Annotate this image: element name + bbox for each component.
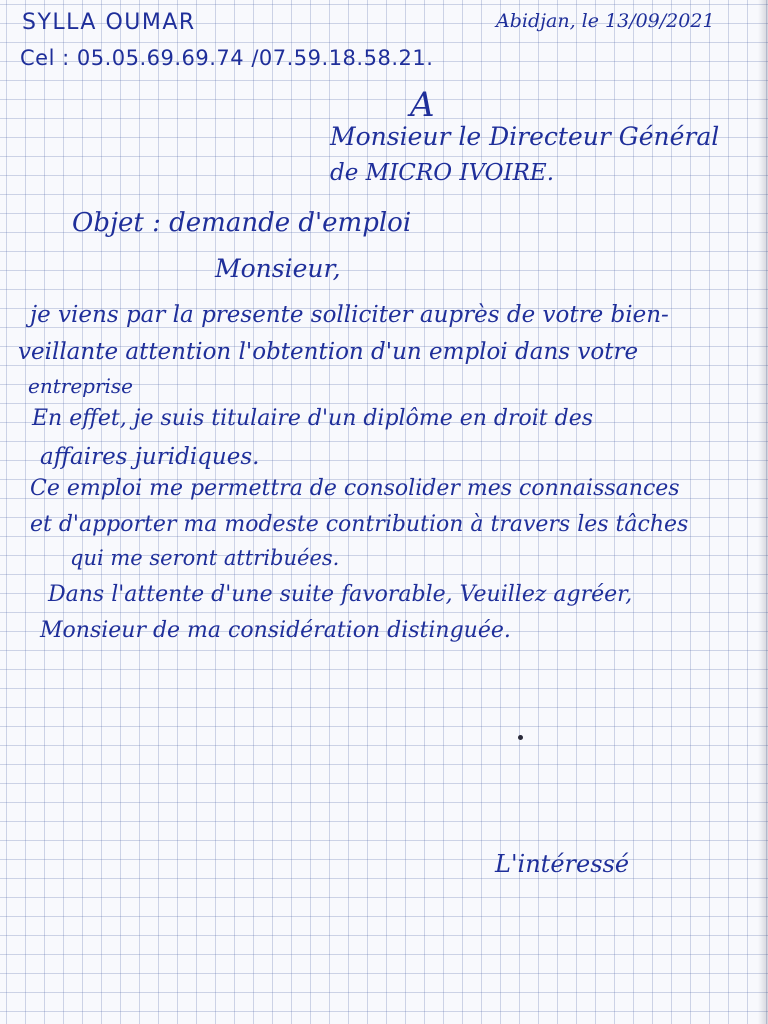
sender-name: SYLLA OUMAR (22, 10, 196, 35)
body-line: veillante attention l'obtention d'un emploi dans votre (18, 339, 639, 365)
sender-phone: Cel : 05.05.69.69.74 /07.59.18.58.21. (20, 46, 434, 70)
body-line: qui me seront attribuées. (70, 546, 340, 570)
body-line: Dans l'attente d'une suite favorable, Veuillez agréer, (48, 582, 633, 607)
signature: L'intéressé (495, 850, 630, 878)
body-line: je viens par la presente solliciter auprès de votre bien- (30, 302, 669, 328)
recipient-line-2: de MICRO IVOIRE. (330, 160, 555, 186)
page-edge-shadow (758, 0, 768, 1024)
body-line: affaires juridiques. (40, 444, 260, 470)
recipient-line-1: Monsieur le Directeur Général (330, 122, 720, 151)
salutation: Monsieur, (215, 254, 341, 283)
body-line: En effet, je suis titulaire d'un diplôme en droit des (32, 406, 593, 431)
body-line: entreprise (28, 374, 134, 398)
recipient-to: A (410, 85, 435, 125)
ink-dot (518, 735, 523, 740)
body-line: Ce emploi me permettra de consolider mes connaissances (30, 476, 680, 501)
body-line: Monsieur de ma considération distinguée. (40, 618, 511, 643)
body-line: et d'apporter ma modeste contribution à travers les tâches (30, 512, 689, 537)
letter-subject: Objet : demande d'emploi (72, 208, 412, 238)
place-date: Abidjan, le 13/09/2021 (496, 10, 715, 32)
